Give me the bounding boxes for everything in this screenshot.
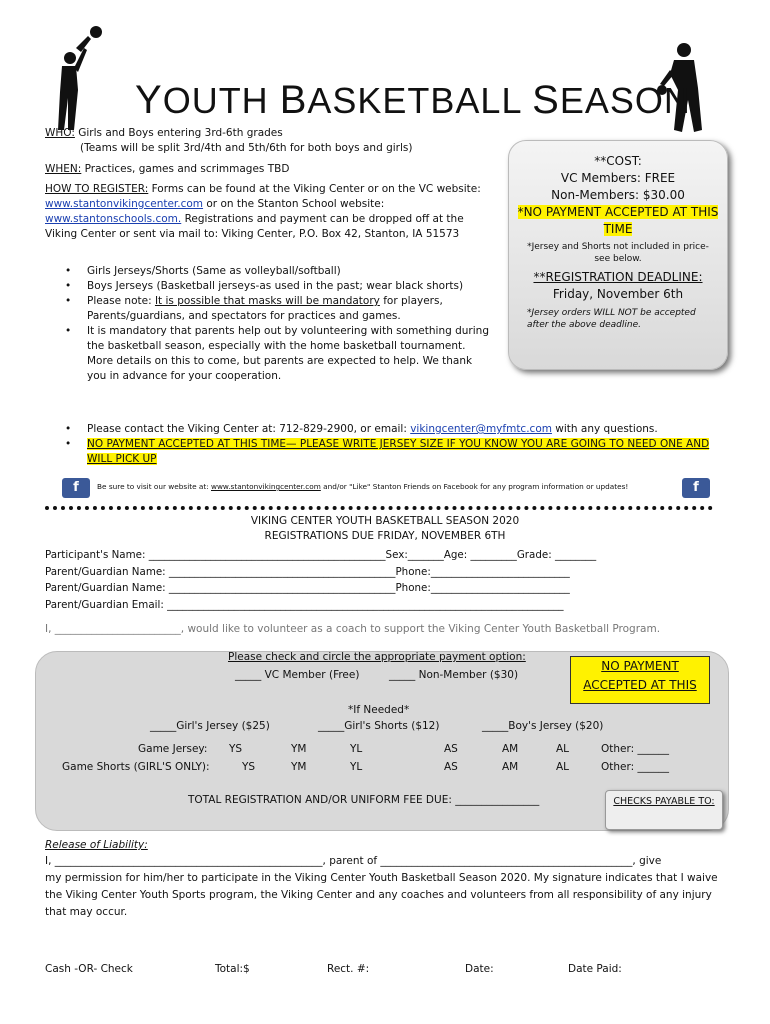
- size-yl[interactable]: YL: [350, 761, 363, 773]
- guardian-name-line[interactable]: Parent/Guardian Name: ____________________________________________Phone:___________________________: [45, 582, 570, 594]
- release-text: my permission for him/her to participate in the Viking Center Youth Basketball Season 2020. My signature indicates that I waive the Viking Center Youth Sports program, the Viking Center and any coaches and volunteers from all responsibility of any injury that may occur.: [45, 872, 718, 918]
- receipt-label: Rect. #:: [327, 963, 370, 975]
- release-signature-line[interactable]: I, ___________________________________________________, parent of ________________________________________________, give: [45, 855, 662, 867]
- contact-bullets: [62, 422, 712, 467]
- facebook-icon: f: [62, 478, 90, 498]
- participant-fields[interactable]: [45, 547, 735, 613]
- size-other[interactable]: Other: ______: [601, 743, 670, 755]
- player-shooting-icon: [48, 18, 118, 136]
- game-jersey-label: Game Jersey:: [138, 743, 208, 755]
- register-section: HOW TO REGISTER: Forms can be found at the Viking Center or on the VC website: www.stantonvikingcenter.com or on the Stanton School website: www.stantonschools.com. Registrations and payment can be dropped off at the Viking Center or sent via mail to: Viking Center, P.O. Box 42, Stanton, IA 51573: [45, 183, 481, 240]
- school-website-link[interactable]: www.stantonschools.com.: [45, 213, 182, 225]
- no-payment-box: NO PAYMENT ACCEPTED AT THIS: [570, 656, 710, 704]
- email-link[interactable]: vikingcenter@myfmtc.com: [410, 423, 552, 435]
- size-am[interactable]: AM: [502, 743, 519, 755]
- facebook-note: Be sure to visit our website at: www.stantonvikingcenter.com and/or "Like" Stanton Friends on Facebook for any program information or updates!: [97, 482, 629, 491]
- checks-payable-note: CHECKS PAYABLE TO:: [605, 790, 723, 830]
- total-fee-line[interactable]: TOTAL REGISTRATION AND/OR UNIFORM FEE DUE: ________________: [188, 794, 540, 806]
- vc-member-option[interactable]: _____ VC Member (Free): [235, 669, 360, 681]
- vc-website-link[interactable]: www.stantonvikingcenter.com: [45, 198, 204, 210]
- size-al[interactable]: AL: [556, 743, 570, 755]
- info-bullets: [62, 264, 492, 384]
- when-section: WHEN: Practices, games and scrimmages TBD: [45, 163, 290, 175]
- payment-heading: Please check and circle the appropriate payment option:: [228, 651, 526, 663]
- list-item: • It is mandatory that parents help out by volunteering with something during the basketball season, especially with the home basketball tournament. More details on this to come, but parents are expected to help. We thank you in advance for your cooperation.: [62, 324, 492, 384]
- size-yl[interactable]: YL: [350, 743, 363, 755]
- list-item: • Please contact the Viking Center at: 712-829-2900, or email: vikingcenter@myfmtc.com with any questions.: [62, 422, 712, 437]
- size-ym[interactable]: YM: [291, 761, 307, 773]
- size-as[interactable]: AS: [444, 761, 458, 773]
- if-needed-label: *If Needed*: [348, 704, 410, 716]
- size-am[interactable]: AM: [502, 761, 519, 773]
- cut-line-divider: [45, 506, 713, 510]
- non-member-option[interactable]: _____ Non-Member ($30): [389, 669, 519, 681]
- page-title: YOUTH BASKETBALL SEASON: [135, 78, 691, 122]
- boys-jersey-option[interactable]: _____Boy's Jersey ($20): [482, 720, 604, 732]
- volunteer-line[interactable]: I, ________________________, would like to volunteer as a coach to support the Viking Center Youth Basketball Program.: [45, 623, 661, 635]
- form-heading: VIKING CENTER YOUTH BASKETBALL SEASON 2020 REGISTRATIONS DUE FRIDAY, NOVEMBER 6TH: [250, 515, 520, 542]
- facebook-icon: f: [682, 478, 710, 498]
- size-other[interactable]: Other: ______: [601, 761, 670, 773]
- size-al[interactable]: AL: [556, 761, 570, 773]
- size-ym[interactable]: YM: [291, 743, 307, 755]
- participant-name-line[interactable]: Participant's Name: ______________________________________________Sex:_______Age: _________Grade: ________: [45, 549, 597, 561]
- size-ys[interactable]: YS: [242, 761, 256, 773]
- list-item: • Please note: It is possible that masks will be mandatory for players, Parents/guardians, and spectators for practices and games.: [62, 294, 492, 324]
- date-paid-label: Date Paid:: [568, 963, 622, 975]
- release-heading: Release of Liability:: [45, 839, 148, 851]
- total-label: Total:$: [215, 963, 250, 975]
- list-item: • NO PAYMENT ACCEPTED AT THIS TIME— PLEASE WRITE JERSEY SIZE IF YOU KNOW YOU ARE GOING TO NEED ONE AND WILL PICK UP: [62, 437, 712, 467]
- guardian-email-line[interactable]: Parent/Guardian Email: _____________________________________________________________________________: [45, 598, 564, 611]
- date-label: Date:: [465, 963, 494, 975]
- list-item: • Girls Jerseys/Shorts (Same as volleyball/softball): [62, 264, 492, 279]
- girls-jersey-option[interactable]: _____Girl's Jersey ($25): [150, 720, 270, 732]
- size-as[interactable]: AS: [444, 743, 458, 755]
- game-shorts-label: Game Shorts (GIRL'S ONLY):: [62, 761, 210, 773]
- list-item: • Boys Jerseys (Basketball jerseys-as used in the past; wear black shorts): [62, 279, 492, 294]
- payment-method-label: Cash -OR- Check: [45, 963, 133, 975]
- size-ys[interactable]: YS: [229, 743, 243, 755]
- girls-shorts-option[interactable]: _____Girl's Shorts ($12): [318, 720, 440, 732]
- guardian-name-line[interactable]: Parent/Guardian Name: ____________________________________________Phone:___________________________: [45, 565, 570, 578]
- who-section: WHO: Girls and Boys entering 3rd-6th grades (Teams will be split 3rd/4th and 5th/6th for both boys and girls): [45, 127, 413, 154]
- cost-box: **COST: VC Members: FREE Non-Members: $30.00 *NO PAYMENT ACCEPTED AT THIS TIME *Jersey and Shorts not included in price-see below. **REGISTRATION DEADLINE: Friday, November 6th *Jersey orders WILL NOT be accepted after the above deadline.: [508, 140, 728, 370]
